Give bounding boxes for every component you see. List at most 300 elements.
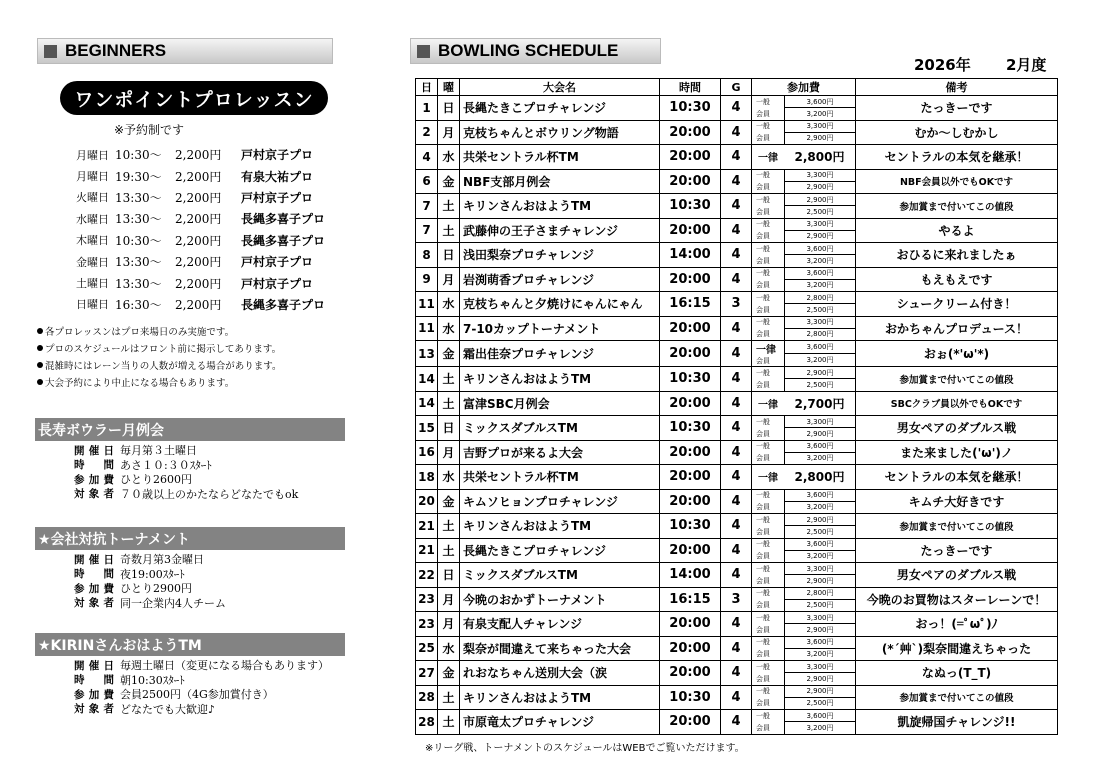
fee-member-value: 2,900円 — [806, 183, 834, 192]
lesson-time: 10:30～ — [115, 233, 162, 248]
square-bullet-icon — [417, 45, 430, 58]
note-text: 各プロレッスンはプロ来場日のみ実施です。 — [45, 326, 235, 338]
fee-member-label: 会員 — [756, 134, 770, 143]
lesson-time: 13:30～ — [115, 212, 162, 227]
schedule-row — [416, 587, 1058, 612]
row-day: 23 — [416, 612, 438, 637]
row-fee — [752, 465, 856, 490]
fee-general-value: 3,600円 — [785, 341, 855, 354]
fee-member-label: 会員 — [756, 576, 770, 585]
row-event-name: 克枝ちゃんとボウリング物語 — [460, 120, 660, 145]
lesson-row — [76, 208, 325, 229]
row-games: 4 — [721, 416, 752, 441]
row-games: 4 — [721, 341, 752, 367]
row-time: 10:30 — [660, 367, 721, 392]
row-note: NBF会員以外でもOKです — [856, 169, 1058, 194]
schedule-row — [416, 120, 1058, 145]
row-fee — [752, 710, 856, 735]
info-value: 奇数月第3金曜日 — [120, 553, 204, 567]
schedule-header-label: BOWLING SCHEDULE — [438, 41, 619, 60]
row-time: 10:30 — [660, 685, 721, 710]
fee-labels — [752, 96, 784, 120]
row-fee — [752, 661, 856, 686]
row-time: 14:00 — [660, 243, 721, 268]
fee-labels — [752, 514, 784, 538]
row-time: 10:30 — [660, 514, 721, 539]
fee-general-label: 一般 — [756, 171, 770, 180]
section-title: ★会社対抗トーナメント — [35, 527, 345, 550]
row-time: 20:00 — [660, 341, 721, 367]
row-note: むか～しむかし — [856, 120, 1058, 145]
row-time: 10:30 — [660, 416, 721, 441]
fee-labels — [752, 341, 784, 366]
row-time: 20:00 — [660, 391, 721, 416]
section-info — [74, 443, 298, 501]
fee-member-label: 会員 — [756, 552, 770, 561]
info-value: 朝10:30ｽﾀｰﾄ — [120, 673, 185, 687]
info-value: 毎週土曜日（変更になる場合もあります） — [120, 659, 329, 673]
row-fee — [752, 316, 856, 341]
fee-general-label: 一般 — [756, 244, 770, 253]
lesson-price: 2,200円 — [175, 255, 222, 270]
row-dow: 月 — [438, 612, 460, 637]
row-games: 4 — [721, 538, 752, 563]
lesson-day: 月曜日 — [76, 148, 109, 162]
fee-split — [752, 243, 855, 267]
row-time: 16:15 — [660, 587, 721, 612]
row-time: 20:00 — [660, 169, 721, 194]
row-games: 4 — [721, 120, 752, 145]
info-value: あさ１０:３０ｽﾀｰﾄ — [120, 458, 212, 472]
fee-labels — [752, 441, 784, 465]
info-key: 開催日 — [74, 444, 114, 457]
fee-member-value: 3,200円 — [806, 454, 834, 463]
row-games: 4 — [721, 267, 752, 292]
row-time: 20:00 — [660, 120, 721, 145]
info-row — [74, 581, 226, 596]
row-time: 16:15 — [660, 292, 721, 317]
info-row — [74, 702, 329, 717]
fee-general-label: 一般 — [756, 220, 770, 229]
row-time: 20:00 — [660, 440, 721, 465]
fee-member-label: 会員 — [756, 454, 770, 463]
fee-member-value: 3,200円 — [806, 723, 834, 732]
row-time: 20:00 — [660, 145, 721, 170]
lesson-row — [76, 294, 325, 315]
fee-general-value: 3,600円 — [785, 96, 855, 108]
col-games: G — [721, 79, 752, 96]
fee-values — [784, 588, 855, 612]
row-time: 20:00 — [660, 661, 721, 686]
row-games: 4 — [721, 514, 752, 539]
row-games: 4 — [721, 685, 752, 710]
fee-member-value: 2,500円 — [806, 380, 834, 389]
row-event-name: 浅田梨奈プロチャレンジ — [460, 243, 660, 268]
fee-split — [752, 490, 855, 514]
fee-general-label: 一般 — [756, 417, 770, 426]
fee-general-value: 3,600円 — [785, 268, 855, 280]
lesson-price: 2,200円 — [175, 190, 222, 205]
schedule-row — [416, 489, 1058, 514]
fee-labels — [752, 539, 784, 563]
row-fee — [752, 685, 856, 710]
fee-general-label: 一般 — [756, 491, 770, 500]
row-fee — [752, 292, 856, 317]
fee-general-label: 一般 — [756, 97, 770, 106]
info-key: 時間 — [74, 459, 114, 472]
schedule-month: 2月度 — [1006, 56, 1047, 74]
row-note: 参加賞まで付いてこの値段 — [856, 685, 1058, 710]
row-day: 27 — [416, 661, 438, 686]
fee-split — [752, 268, 855, 292]
fee-labels — [752, 170, 784, 194]
fee-labels — [752, 367, 784, 391]
info-value: 夜19:00ｽﾀｰﾄ — [120, 567, 185, 581]
row-time: 20:00 — [660, 489, 721, 514]
row-time: 20:00 — [660, 465, 721, 490]
fee-member-value: 2,800円 — [806, 330, 834, 339]
lesson-price: 2,200円 — [175, 297, 222, 312]
fee-member-label: 会員 — [756, 601, 770, 610]
fee-general-value: 3,600円 — [785, 637, 855, 649]
row-dow: 月 — [438, 440, 460, 465]
fee-split — [752, 710, 855, 734]
row-note: 参加賞まで付いてこの値段 — [856, 194, 1058, 219]
schedule-row — [416, 514, 1058, 539]
fee-member-label: 会員 — [756, 674, 770, 683]
bullet-icon — [37, 328, 43, 334]
fee-labels — [752, 637, 784, 661]
fee-split — [752, 441, 855, 465]
note-item — [37, 356, 282, 373]
col-name: 大会名 — [460, 79, 660, 96]
info-row — [74, 472, 298, 487]
row-day: 15 — [416, 416, 438, 441]
lesson-pro: 長縄多喜子プロ — [241, 233, 326, 248]
fee-split — [752, 367, 855, 391]
row-fee — [752, 267, 856, 292]
info-value: 同一企業内4人チーム — [120, 596, 226, 610]
row-day: 28 — [416, 685, 438, 710]
row-note: 参加賞まで付いてこの値段 — [856, 367, 1058, 392]
fee-values — [784, 317, 855, 341]
row-day: 7 — [416, 218, 438, 243]
lesson-row — [76, 230, 325, 251]
fee-general-label: 一般 — [756, 711, 770, 720]
lesson-pro: 戸村京子プロ — [241, 255, 314, 270]
row-dow: 土 — [438, 685, 460, 710]
row-time: 10:30 — [660, 96, 721, 121]
fee-general-label: 一般 — [756, 589, 770, 598]
fee-general-value: 3,600円 — [785, 243, 855, 255]
row-dow: 日 — [438, 563, 460, 588]
fee-values — [784, 539, 855, 563]
row-dow: 金 — [438, 169, 460, 194]
fee-split — [752, 219, 855, 243]
info-value: ひとり2900円 — [120, 582, 192, 596]
fee-general-label: 一般 — [756, 368, 770, 377]
info-row — [74, 458, 298, 473]
row-note: また来ました('ω')ノ — [856, 440, 1058, 465]
fee-flat — [752, 145, 855, 169]
info-key: 対象者 — [74, 703, 114, 716]
row-time: 20:00 — [660, 612, 721, 637]
info-key: 対象者 — [74, 488, 114, 501]
fee-values — [784, 416, 855, 440]
row-time: 20:00 — [660, 538, 721, 563]
fee-general-value: 2,900円 — [785, 514, 855, 526]
row-day: 22 — [416, 563, 438, 588]
row-event-name: 梨奈が間違えて来ちゃった大会 — [460, 636, 660, 661]
row-event-name: 有泉支配人チャレンジ — [460, 612, 660, 637]
fee-member-value: 3,200円 — [806, 650, 834, 659]
row-day: 8 — [416, 243, 438, 268]
fee-general-value: 2,800円 — [785, 292, 855, 304]
fee-general-label: 一般 — [756, 293, 770, 302]
schedule-table — [415, 78, 1058, 735]
row-event-name: キリンさんおはようTM — [460, 367, 660, 392]
row-note: 男女ペアのダブルス戦 — [856, 563, 1058, 588]
info-key: 開催日 — [74, 659, 114, 672]
schedule-row — [416, 685, 1058, 710]
row-games: 4 — [721, 169, 752, 194]
row-fee — [752, 514, 856, 539]
lesson-title: ワンポイントプロレッスン — [60, 81, 328, 115]
row-games: 4 — [721, 316, 752, 341]
lesson-price: 2,200円 — [175, 212, 222, 227]
row-note: 今晩のお買物はスターレーンで！ — [856, 587, 1058, 612]
fee-member-value: 3,200円 — [806, 356, 834, 364]
row-fee — [752, 367, 856, 392]
row-dow: 水 — [438, 316, 460, 341]
row-dow: 土 — [438, 391, 460, 416]
fee-general-value: 2,900円 — [785, 194, 855, 206]
fee-values — [784, 367, 855, 391]
info-key: 参加費 — [74, 688, 114, 701]
row-note: もえもえです — [856, 267, 1058, 292]
row-dow: 日 — [438, 416, 460, 441]
row-note: たっきーです — [856, 538, 1058, 563]
row-fee — [752, 563, 856, 588]
row-event-name: NBF支部月例会 — [460, 169, 660, 194]
row-note: やるよ — [856, 218, 1058, 243]
col-time: 時間 — [660, 79, 721, 96]
row-event-name: 武藤伸の王子さまチャレンジ — [460, 218, 660, 243]
fee-member-value: 2,900円 — [806, 576, 834, 585]
col-dow: 曜 — [438, 79, 460, 96]
fee-values — [784, 441, 855, 465]
row-event-name: キムソヒョンプロチャレンジ — [460, 489, 660, 514]
fee-member-label: 会員 — [756, 650, 770, 659]
schedule-row — [416, 612, 1058, 637]
fee-general-value: 3,300円 — [785, 563, 855, 575]
row-note: おかちゃんプロデュース！ — [856, 316, 1058, 341]
footnote: ※リーグ戦、トーナメントのスケジュールはWEBでご覧いただけます。 — [425, 743, 745, 754]
fee-split — [752, 170, 855, 194]
fee-flat-label: 一律 — [758, 399, 778, 411]
row-fee — [752, 341, 856, 367]
row-note: 参加賞まで付いてこの値段 — [856, 514, 1058, 539]
info-value: どなたでも大歓迎♪ — [120, 702, 216, 716]
row-note: セントラルの本気を継承！ — [856, 465, 1058, 490]
fee-flat-value: 2,700円 — [794, 396, 845, 411]
lesson-row — [76, 165, 325, 186]
row-dow: 土 — [438, 218, 460, 243]
fee-split — [752, 416, 855, 440]
fee-member-value: 3,200円 — [806, 109, 834, 118]
row-day: 14 — [416, 391, 438, 416]
row-dow: 水 — [438, 292, 460, 317]
fee-split — [752, 292, 855, 316]
row-event-name: 市原竜太プロチャレンジ — [460, 710, 660, 735]
fee-split — [752, 686, 855, 710]
info-row — [74, 552, 226, 567]
row-time: 10:30 — [660, 194, 721, 219]
row-games: 4 — [721, 636, 752, 661]
row-day: 28 — [416, 710, 438, 735]
fee-flat-value: 2,800円 — [794, 470, 845, 485]
row-day: 21 — [416, 514, 438, 539]
row-fee — [752, 218, 856, 243]
lesson-price: 2,200円 — [175, 276, 222, 291]
schedule-row — [416, 292, 1058, 317]
fee-member-label: 会員 — [756, 330, 770, 339]
fee-split — [752, 661, 855, 685]
fee-general-label: 一般 — [756, 564, 770, 573]
fee-member-label: 会員 — [756, 305, 770, 314]
reservation-note: ※予約制です — [114, 123, 185, 137]
fee-member-value: 2,900円 — [806, 625, 834, 634]
schedule-row — [416, 465, 1058, 490]
row-games: 4 — [721, 218, 752, 243]
row-dow: 水 — [438, 145, 460, 170]
fee-split — [752, 514, 855, 538]
lesson-time: 13:30～ — [115, 255, 162, 270]
fee-member-label: 会員 — [756, 625, 770, 634]
row-fee — [752, 489, 856, 514]
section-title: ★KIRINさんおはようTM — [35, 633, 345, 656]
row-games: 4 — [721, 391, 752, 416]
fee-general-value: 3,300円 — [785, 416, 855, 428]
row-time: 20:00 — [660, 267, 721, 292]
fee-general-label: 一般 — [756, 662, 770, 671]
fee-member-label: 会員 — [756, 699, 770, 708]
fee-general-value: 3,300円 — [785, 121, 855, 133]
fee-values — [784, 563, 855, 587]
schedule-row — [416, 218, 1058, 243]
fee-values — [784, 514, 855, 538]
note-item — [37, 322, 282, 339]
fee-split — [752, 194, 855, 218]
row-fee — [752, 612, 856, 637]
fee-member-label: 会員 — [756, 429, 770, 438]
row-day: 23 — [416, 587, 438, 612]
lesson-price: 2,200円 — [175, 169, 222, 184]
info-row — [74, 673, 329, 688]
lesson-pro: 有泉大祐プロ — [241, 169, 314, 184]
fee-member-value: 2,900円 — [806, 232, 834, 241]
fee-split — [752, 637, 855, 661]
fee-labels — [752, 219, 784, 243]
row-dow: 日 — [438, 243, 460, 268]
row-note: キムチ大好きです — [856, 489, 1058, 514]
schedule-row — [416, 243, 1058, 268]
schedule-row — [416, 267, 1058, 292]
fee-general-value: 2,900円 — [785, 367, 855, 379]
row-fee — [752, 120, 856, 145]
schedule-row — [416, 661, 1058, 686]
row-dow: 日 — [438, 96, 460, 121]
lesson-time: 16:30～ — [115, 297, 162, 312]
row-games: 4 — [721, 243, 752, 268]
lesson-pro: 戸村京子プロ — [241, 276, 314, 291]
lesson-day: 金曜日 — [76, 255, 109, 269]
lesson-day: 火曜日 — [76, 191, 109, 205]
fee-labels — [752, 317, 784, 341]
fee-labels — [752, 292, 784, 316]
lesson-time: 13:30～ — [115, 276, 162, 291]
fee-member-value: 2,500円 — [806, 601, 834, 610]
row-dow: 水 — [438, 636, 460, 661]
fee-values — [784, 96, 855, 120]
bullet-icon — [37, 345, 43, 351]
schedule-row — [416, 145, 1058, 170]
row-fee — [752, 145, 856, 170]
fee-general-value: 3,600円 — [785, 441, 855, 453]
row-day: 21 — [416, 538, 438, 563]
fee-labels — [752, 710, 784, 734]
lesson-pro: 長縄多喜子プロ — [241, 212, 326, 227]
row-note: なぬっ(T_T) — [856, 661, 1058, 686]
row-dow: 月 — [438, 267, 460, 292]
row-note: 凱旋帰国チャレンジ!! — [856, 710, 1058, 735]
row-event-name: 克枝ちゃんと夕焼けにゃんにゃん — [460, 292, 660, 317]
schedule-row — [416, 194, 1058, 219]
info-key: 対象者 — [74, 597, 114, 610]
schedule-header-row — [416, 79, 1058, 96]
lesson-pro: 戸村京子プロ — [241, 148, 314, 163]
fee-values — [784, 637, 855, 661]
beginners-header-label: BEGINNERS — [65, 41, 167, 60]
row-event-name: 富津SBC月例会 — [460, 391, 660, 416]
fee-values — [784, 686, 855, 710]
fee-flat-label: 一律 — [758, 473, 778, 485]
row-fee — [752, 391, 856, 416]
fee-general-label: 一般 — [756, 515, 770, 524]
row-games: 4 — [721, 145, 752, 170]
square-bullet-icon — [44, 45, 57, 58]
row-day: 9 — [416, 267, 438, 292]
fee-member-value: 2,900円 — [806, 674, 834, 683]
lesson-time: 19:30～ — [115, 169, 162, 184]
row-time: 20:00 — [660, 710, 721, 735]
fee-split — [752, 612, 855, 636]
lesson-list — [76, 144, 325, 315]
row-fee — [752, 194, 856, 219]
row-fee — [752, 538, 856, 563]
fee-values — [784, 219, 855, 243]
fee-flat-label: 一律 — [756, 345, 776, 356]
fee-general-label: 一般 — [756, 318, 770, 327]
fee-split — [752, 96, 855, 120]
lesson-price: 2,200円 — [175, 148, 222, 163]
row-dow: 月 — [438, 587, 460, 612]
row-dow: 土 — [438, 538, 460, 563]
lesson-day: 日曜日 — [76, 298, 109, 312]
row-event-name: ミックスダブルスTM — [460, 416, 660, 441]
row-event-name: 共栄セントラル杯TM — [460, 465, 660, 490]
row-note: おっ！(=ﾟωﾟ)ﾉ — [856, 612, 1058, 637]
